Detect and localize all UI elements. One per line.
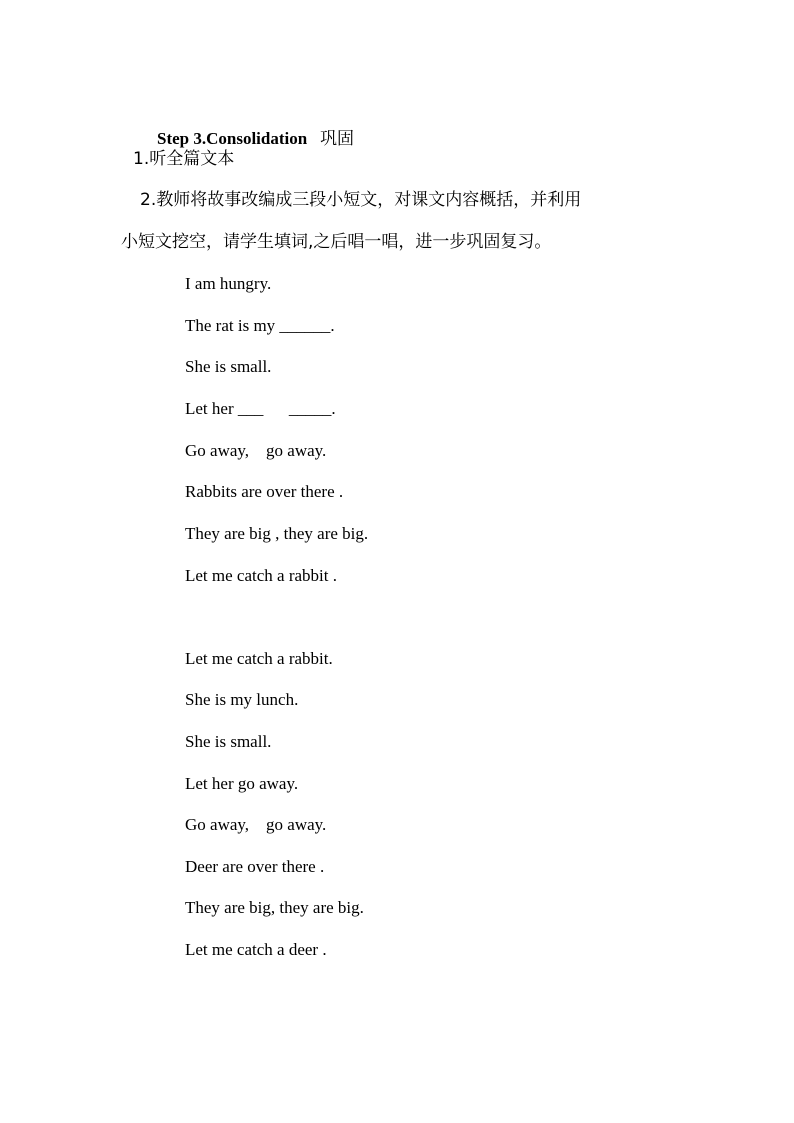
verse-1-line: Rabbits are over there . bbox=[185, 482, 344, 501]
verse-2-line: Let me catch a rabbit. bbox=[185, 649, 333, 668]
verse-1-line: Let her ___ _____. bbox=[185, 399, 336, 418]
verse-2-line: They are big, they are big. bbox=[185, 898, 364, 917]
verse-1-line: They are big , they are big. bbox=[185, 524, 369, 543]
verse-1-line: Let me catch a rabbit . bbox=[185, 566, 337, 585]
item-2-line-1: 2.教师将故事改编成三段小短文，对课文内容概括，并利用 bbox=[140, 190, 582, 210]
verse-2-line: Deer are over there . bbox=[185, 857, 325, 876]
verse-2-line: Let me catch a deer . bbox=[185, 940, 327, 959]
verse-1-line: I am hungry. bbox=[185, 274, 272, 293]
item-1: 1.听全篇文本 bbox=[133, 149, 235, 169]
step-heading-text: Step 3.Consolidation bbox=[157, 129, 308, 148]
verse-1-line: The rat is my ______. bbox=[185, 316, 335, 335]
verse-2-line: She is my lunch. bbox=[185, 690, 299, 709]
step-heading-cn: 巩固 bbox=[319, 129, 354, 149]
verse-2-line: Let her go away. bbox=[185, 774, 299, 793]
verse-1-line: Go away, go away. bbox=[185, 441, 327, 460]
verse-1-line: She is small. bbox=[185, 357, 272, 376]
verse-2-line: Go away, go away. bbox=[185, 815, 327, 834]
item-2-line-2: 小短文挖空，请学生填词,之后唱一唱，进一步巩固复习。 bbox=[121, 232, 552, 252]
verse-2-line: She is small. bbox=[185, 732, 272, 751]
